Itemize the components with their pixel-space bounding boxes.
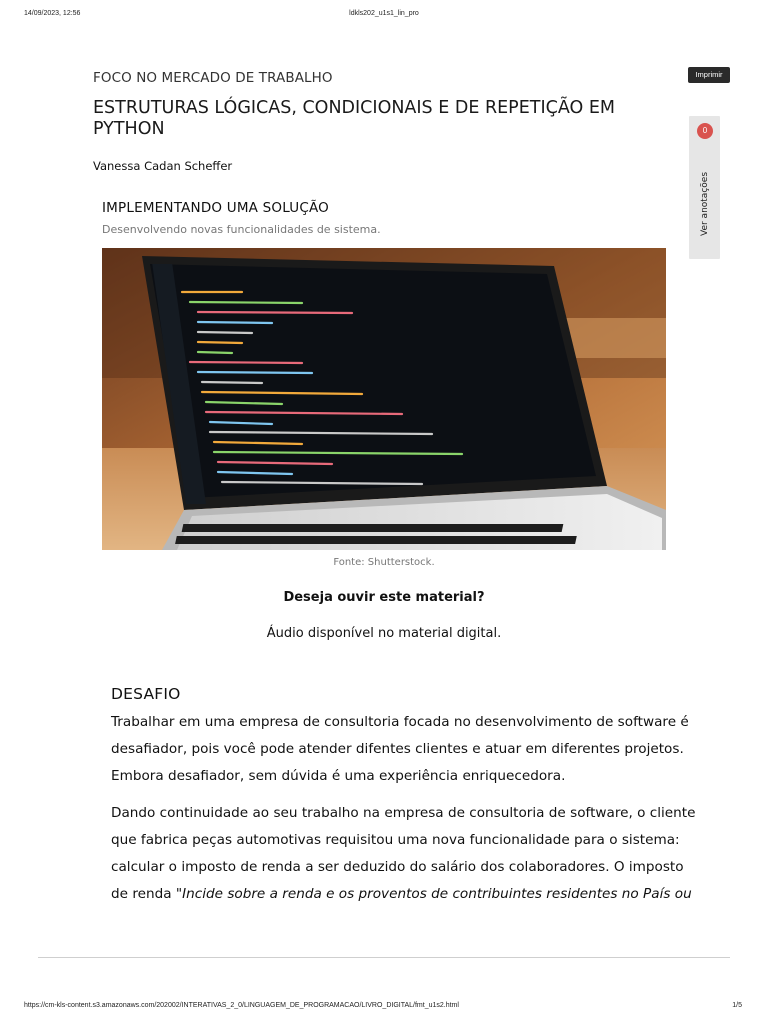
laptop-code-photo <box>102 248 666 550</box>
footer-divider <box>38 957 730 958</box>
notes-count-badge: 0 <box>697 123 713 139</box>
notes-tab[interactable] <box>689 116 720 259</box>
challenge-paragraph-1: Trabalhar em uma empresa de consultoria focada no desenvolvimento de software é desafiador, pois você pode atender difentes clientes e atuar em diferentes projetos. Embora desafiador, sem dúvida é uma experiência enriquecedora. <box>111 714 689 784</box>
print-url: https://cm-kls-content.s3.amazonaws.com/202002/INTERATIVAS_2_0/LINGUAGEM_DE_PROGRAMACAO/LIVRO_DIGITAL/fmt_u1s2.html <box>24 1002 459 1009</box>
author: Vanessa Cadan Scheffer <box>93 159 233 173</box>
page-number: 1/5 <box>732 1002 742 1009</box>
audio-availability-note: Áudio disponível no material digital. <box>266 626 502 641</box>
section-label: FOCO NO MERCADO DE TRABALHO <box>93 70 333 86</box>
challenge-paragraph-2 <box>111 800 701 908</box>
print-button[interactable]: Imprimir <box>688 67 730 83</box>
image-caption: Fonte: Shutterstock. <box>333 557 435 568</box>
print-title: ldkls202_u1s1_lin_pro <box>349 10 419 17</box>
subsection-title: IMPLEMENTANDO UMA SOLUÇÃO <box>102 200 329 216</box>
subsection-description: Desenvolvendo novas funcionalidades de sistema. <box>102 223 381 236</box>
print-date: 14/09/2023, 12:56 <box>24 10 81 17</box>
challenge-heading: DESAFIO <box>111 685 181 703</box>
notes-tab-label: Ver anotações <box>700 171 710 236</box>
page-title: ESTRUTURAS LÓGICAS, CONDICIONAIS E DE REPETIÇÃO EM PYTHON <box>93 98 616 139</box>
audio-question: Deseja ouvir este material? <box>283 590 485 605</box>
challenge-paragraph-2-text: Dando continuidade ao seu trabalho na empresa de consultoria de software, o cliente que fabrica peças automotivas requisitou uma nova funcionalidade para o sistema: calcular o imposto de renda a ser deduzido do salário dos colaboradores. O imposto de renda <box>111 805 696 902</box>
challenge-paragraph-2-quote: "Incide sobre a renda e os proventos de contribuintes residentes no País ou <box>175 886 692 902</box>
